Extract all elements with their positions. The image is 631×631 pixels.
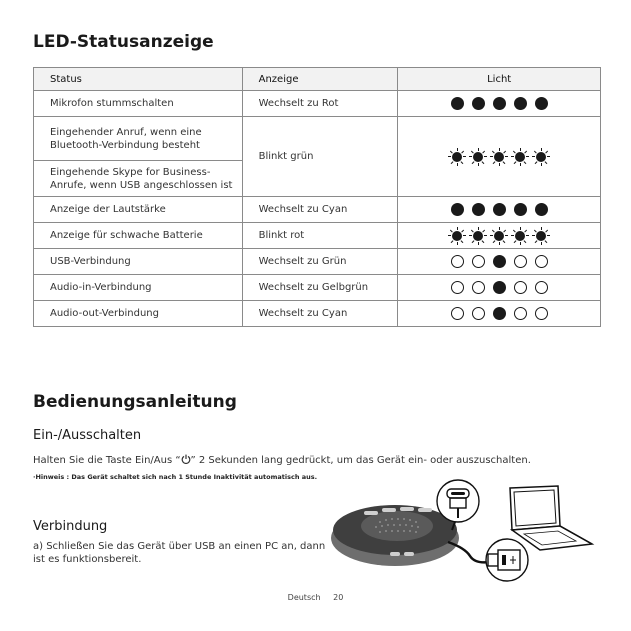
status-cell: Audio-in-Verbindung bbox=[34, 275, 243, 301]
indicator-cell: Blinkt grün bbox=[242, 117, 398, 197]
led-status-title: LED-Statusanzeige bbox=[33, 32, 214, 52]
led-hollow-icon bbox=[514, 255, 527, 268]
header-light: Licht bbox=[398, 68, 601, 91]
status-cell: Mikrofon stummschalten bbox=[34, 91, 243, 117]
indicator-cell: Wechselt zu Gelbgrün bbox=[242, 275, 398, 301]
usb-connection-illustration bbox=[330, 478, 600, 588]
light-cell bbox=[398, 275, 601, 301]
led-solid-icon bbox=[514, 97, 527, 110]
led-solid-icon bbox=[493, 307, 506, 320]
led-solid-icon bbox=[514, 203, 527, 216]
connection-subtitle: Verbindung bbox=[33, 519, 108, 534]
led-blink-icon bbox=[452, 152, 462, 162]
light-cell bbox=[398, 197, 601, 223]
led-blink-icon bbox=[536, 152, 546, 162]
led-hollow-icon bbox=[451, 255, 464, 268]
led-hollow-icon bbox=[472, 281, 485, 294]
page-footer bbox=[0, 593, 631, 602]
light-cell bbox=[398, 91, 601, 117]
led-blink-icon bbox=[536, 231, 546, 241]
power-text-before: Halten Sie die Taste Ein/Aus “ bbox=[33, 455, 181, 466]
led-solid-icon bbox=[535, 203, 548, 216]
led-solid-icon bbox=[493, 97, 506, 110]
table-row bbox=[34, 223, 601, 249]
power-text-after: ” 2 Sekunden lang gedrückt, um das Gerät ein- oder auszuschalten. bbox=[190, 455, 531, 466]
led-blink-icon bbox=[452, 231, 462, 241]
light-pattern bbox=[451, 307, 548, 320]
led-blink-icon bbox=[473, 152, 483, 162]
power-note: ·Hinweis : Das Gerät schaltet sich nach 1 Stunde Inaktivität automatisch aus. bbox=[33, 473, 318, 481]
led-hollow-icon bbox=[535, 281, 548, 294]
indicator-cell: Wechselt zu Cyan bbox=[242, 301, 398, 327]
led-status-table bbox=[33, 67, 601, 327]
footer-page-number: 20 bbox=[333, 593, 344, 602]
light-pattern bbox=[451, 150, 548, 163]
led-blink-icon bbox=[515, 231, 525, 241]
header-indicator: Anzeige bbox=[242, 68, 398, 91]
status-cell: Audio-out-Verbindung bbox=[34, 301, 243, 327]
indicator-cell: Wechselt zu Grün bbox=[242, 249, 398, 275]
led-hollow-icon bbox=[514, 281, 527, 294]
led-solid-icon bbox=[493, 281, 506, 294]
table-row bbox=[34, 249, 601, 275]
table-header-row bbox=[34, 68, 601, 91]
led-hollow-icon bbox=[535, 255, 548, 268]
led-solid-icon bbox=[451, 203, 464, 216]
connection-instructions: a) Schließen Sie das Gerät über USB an einen PC an, dann ist es funktionsbereit. bbox=[33, 541, 326, 565]
power-instructions bbox=[33, 454, 531, 467]
header-status: Status bbox=[34, 68, 243, 91]
power-subtitle: Ein-/Ausschalten bbox=[33, 428, 142, 443]
indicator-cell: Wechselt zu Cyan bbox=[242, 197, 398, 223]
led-hollow-icon bbox=[472, 255, 485, 268]
light-pattern bbox=[451, 229, 548, 242]
led-hollow-icon bbox=[535, 307, 548, 320]
status-cell: USB-Verbindung bbox=[34, 249, 243, 275]
table-row bbox=[34, 197, 601, 223]
led-blink-icon bbox=[494, 152, 504, 162]
light-pattern bbox=[451, 255, 548, 268]
led-solid-icon bbox=[493, 255, 506, 268]
led-blink-icon bbox=[473, 231, 483, 241]
status-cell: Eingehende Skype for Business-Anrufe, wenn USB angeschlossen ist bbox=[34, 161, 243, 197]
light-cell bbox=[398, 249, 601, 275]
led-solid-icon bbox=[535, 97, 548, 110]
light-pattern bbox=[451, 281, 548, 294]
table-row bbox=[34, 117, 601, 161]
manual-title: Bedienungsanleitung bbox=[33, 392, 237, 412]
light-cell bbox=[398, 301, 601, 327]
led-solid-icon bbox=[472, 97, 485, 110]
led-hollow-icon bbox=[472, 307, 485, 320]
indicator-cell: Wechselt zu Rot bbox=[242, 91, 398, 117]
led-solid-icon bbox=[472, 203, 485, 216]
status-cell: Anzeige der Lautstärke bbox=[34, 197, 243, 223]
footer-language: Deutsch bbox=[287, 593, 321, 602]
led-blink-icon bbox=[515, 152, 525, 162]
led-solid-icon bbox=[493, 203, 506, 216]
light-cell bbox=[398, 117, 601, 197]
table-row bbox=[34, 275, 601, 301]
indicator-cell: Blinkt rot bbox=[242, 223, 398, 249]
light-pattern bbox=[451, 97, 548, 110]
status-cell: Eingehender Anruf, wenn eine Bluetooth-Verbindung besteht bbox=[34, 117, 243, 161]
table-row bbox=[34, 91, 601, 117]
light-cell bbox=[398, 223, 601, 249]
status-cell: Anzeige für schwache Batterie bbox=[34, 223, 243, 249]
table-row bbox=[34, 301, 601, 327]
led-hollow-icon bbox=[514, 307, 527, 320]
power-icon bbox=[181, 454, 191, 464]
led-hollow-icon bbox=[451, 307, 464, 320]
led-blink-icon bbox=[494, 231, 504, 241]
light-pattern bbox=[451, 203, 548, 216]
led-hollow-icon bbox=[451, 281, 464, 294]
led-solid-icon bbox=[451, 97, 464, 110]
speaker-grille bbox=[361, 511, 433, 541]
